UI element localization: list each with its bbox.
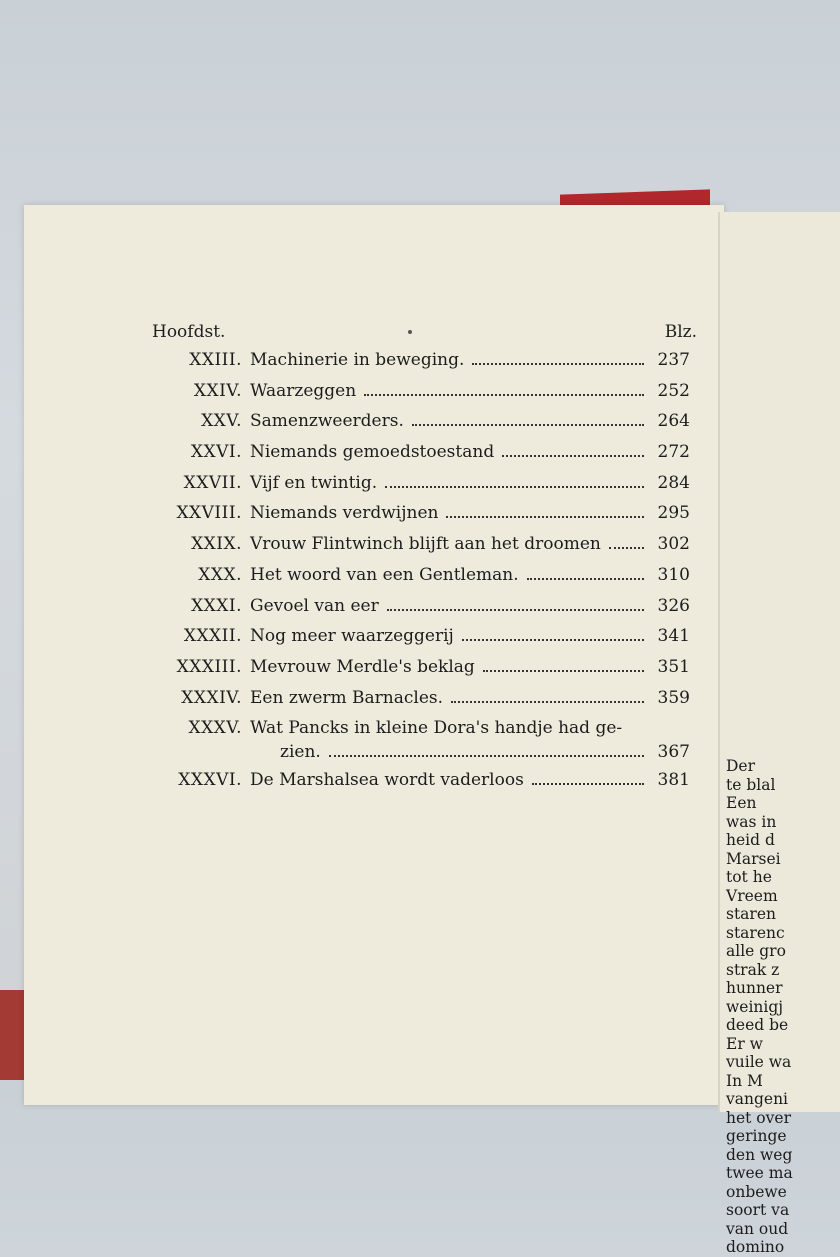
right-page-line: van oud: [726, 1219, 789, 1238]
chapter-number: XXXV.: [188, 718, 242, 739]
leader-dots: [446, 516, 644, 518]
chapter-title: [250, 626, 650, 646]
leader-dots: [472, 363, 644, 365]
right-page-line: Der: [726, 757, 756, 775]
right-page-line: tot he: [726, 868, 772, 886]
right-page-line: deed be: [726, 1016, 789, 1034]
leader-dots: [451, 701, 644, 703]
chapter-title: [250, 350, 650, 370]
page-number: 284: [657, 472, 690, 493]
page-number: 302: [657, 534, 690, 555]
chapter-title-text: Wat Pancks in kleine Dora's handje had ge-: [250, 718, 623, 739]
right-page-line: was in: [726, 812, 777, 831]
right-page-line: den weg: [726, 1145, 793, 1164]
chapter-number: XXXIV.: [181, 687, 242, 708]
chapter-number: XXX.: [198, 564, 242, 585]
chapter-title-text: Gevoel van eer: [250, 595, 379, 616]
right-page-line: In M: [726, 1071, 763, 1090]
right-page-line: onbewe: [726, 1182, 787, 1201]
right-page-line: te blal: [726, 775, 776, 794]
toc-entry: [130, 534, 690, 565]
leader-dots: [502, 455, 644, 457]
right-page-line: twee ma: [726, 1164, 793, 1182]
chapter-number: XXXI.: [191, 595, 242, 616]
toc-entry: [130, 411, 690, 442]
page-number: 264: [657, 411, 690, 432]
right-page-line: Er w: [726, 1034, 763, 1053]
leader-dots: [387, 609, 644, 611]
right-page-line: vuile wa: [726, 1053, 792, 1071]
chapter-number: XXVIII.: [176, 503, 242, 524]
pencil-mark: [408, 330, 412, 334]
page-number: 381: [657, 770, 690, 791]
right-page-line: staren: [726, 905, 776, 923]
right-page-line: heid d: [726, 831, 775, 849]
chapter-title: [250, 503, 650, 523]
toc-entry: [130, 350, 690, 381]
toc-entry: [130, 770, 690, 801]
chapter-title: [250, 596, 650, 616]
chapter-number: XXIX.: [191, 534, 242, 555]
chapter-title-text: Vijf en twintig.: [250, 472, 378, 493]
chapter-number: XXV.: [201, 411, 242, 432]
chapter-title-text: Waarzeggen: [250, 380, 357, 401]
page-number: 272: [657, 442, 690, 463]
chapter-title: [250, 565, 650, 585]
chapter-title: [250, 473, 650, 493]
leader-dots: [483, 670, 644, 672]
chapter-title: [250, 381, 650, 401]
leader-dots: [364, 394, 644, 396]
right-page-line: Vreem: [726, 886, 778, 905]
chapter-title: [250, 718, 650, 738]
chapter-number: XXXIII.: [176, 656, 242, 677]
page-number: 252: [657, 380, 690, 401]
toc-entry: [130, 626, 690, 657]
chapter-title-line2: zien.: [280, 742, 321, 763]
toc-entry: [130, 442, 690, 473]
right-page-line: Marsei: [726, 849, 781, 868]
right-page-line: geringe: [726, 1127, 787, 1145]
chapter-title-text: Samenzweerders.: [250, 411, 404, 432]
page-number: 295: [657, 503, 690, 524]
chapter-title-text: Vrouw Flintwinch blijft aan het droomen: [250, 534, 601, 555]
chapter-number: XXIII.: [189, 350, 242, 370]
toc-entry: [130, 473, 690, 504]
table-of-contents: [130, 350, 690, 801]
page-number: 341: [657, 626, 690, 647]
chapter-title-text: Mevrouw Merdle's beklag: [250, 656, 475, 677]
leader-dots: [385, 486, 644, 488]
right-page: [718, 212, 840, 1256]
leader-dots: [609, 547, 644, 549]
right-page-line: het over: [726, 1108, 791, 1127]
page-number: 351: [657, 656, 690, 677]
chapter-title: [250, 770, 650, 790]
toc-entry: [130, 565, 690, 596]
right-page-line: starenc: [726, 923, 785, 942]
chapter-number: XXXVI.: [178, 770, 242, 791]
page-number: 359: [657, 687, 690, 708]
toc-entry: [130, 718, 690, 770]
chapter-number: XXIV.: [193, 380, 242, 401]
right-page-line: vangeni: [726, 1090, 789, 1108]
right-page-line: strak z: [726, 960, 780, 979]
book-cover-corner: [0, 990, 24, 1080]
right-page-line: hunner: [726, 979, 783, 997]
chapter-title: [250, 688, 650, 708]
page-number: 310: [657, 564, 690, 585]
chapter-column-label: Hoofdst.: [152, 322, 226, 342]
page-column-label: Blz.: [664, 322, 697, 342]
page-number: 367: [657, 742, 690, 763]
right-page-text: [726, 542, 793, 1257]
right-page-line: domino: [726, 1238, 785, 1256]
page-number: 237: [657, 350, 690, 370]
chapter-title: [250, 442, 650, 462]
chapter-title-text: Niemands verdwijnen: [250, 503, 439, 524]
chapter-title: [250, 657, 650, 677]
chapter-title-text: Een zwerm Barnacles.: [250, 687, 444, 708]
leader-dots: [462, 639, 644, 641]
right-page-line: Een: [726, 794, 757, 812]
toc-entry: [130, 657, 690, 688]
chapter-number: XXVII.: [183, 472, 242, 493]
chapter-title-text: Machinerie in beweging.: [250, 350, 465, 370]
toc-entry: [130, 596, 690, 627]
page-number: 326: [657, 595, 690, 616]
chapter-number: XXVI.: [190, 442, 242, 463]
leader-dots: [532, 783, 644, 785]
chapter-title-text: Het woord van een Gentleman.: [250, 564, 519, 585]
toc-entry: [130, 381, 690, 412]
leader-dots: [329, 755, 644, 757]
chapter-title-continued: [280, 742, 650, 762]
right-page-line: weinigj: [726, 997, 784, 1016]
chapter-number: XXXII.: [183, 626, 242, 647]
chapter-title-text: Nog meer waarzeggerij: [250, 626, 454, 647]
toc-entry: [130, 688, 690, 719]
chapter-title-text: Niemands gemoedstoestand: [250, 442, 495, 463]
chapter-title-text: De Marshalsea wordt vaderloos: [250, 770, 524, 791]
right-page-line: alle gro: [726, 942, 786, 960]
leader-dots: [412, 424, 644, 426]
chapter-title: [250, 534, 650, 554]
leader-dots: [527, 578, 644, 580]
right-page-line: soort va: [726, 1201, 790, 1219]
toc-entry: [130, 503, 690, 534]
chapter-title: [250, 411, 650, 431]
